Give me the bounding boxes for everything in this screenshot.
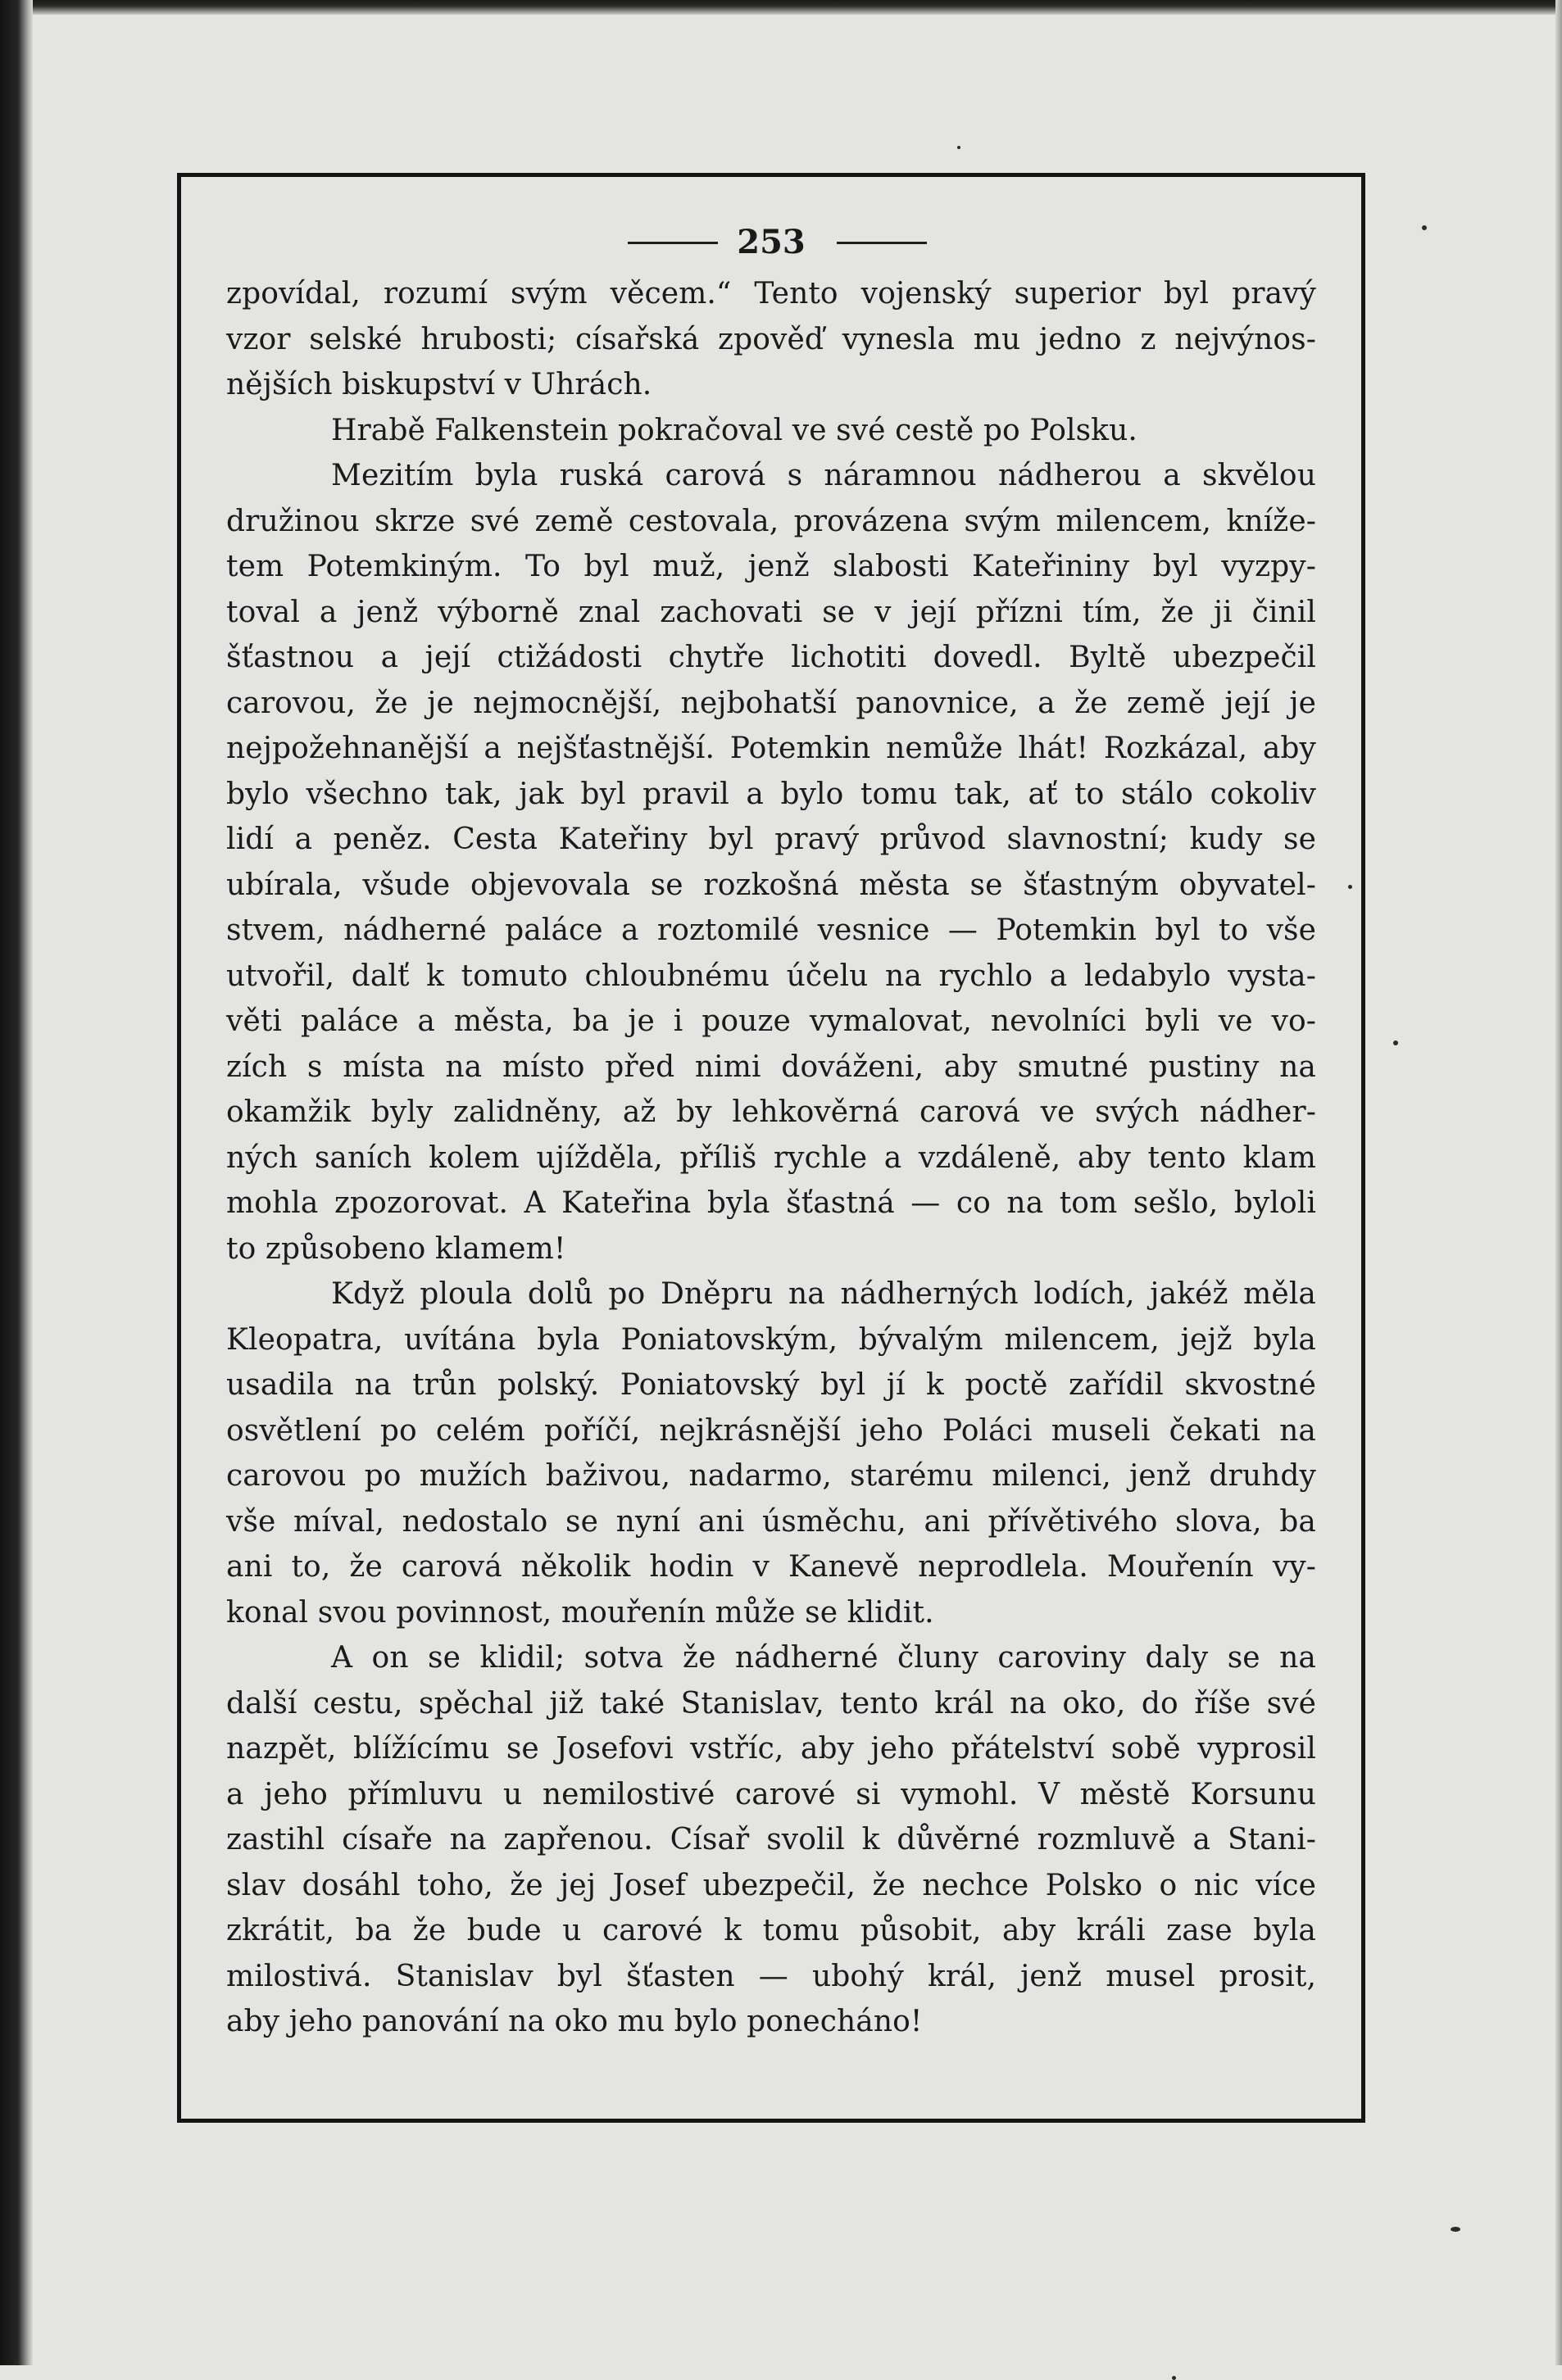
scan-speck	[1451, 2227, 1460, 2232]
page-frame	[177, 173, 1365, 2123]
text-line: stvem, nádherné paláce a roztomilé vesnice — Potemkin byl to vše	[226, 913, 1316, 947]
text-line: milostivá. Stanislav byl šťasten — ubohý král, jenž musel prosit,	[226, 1959, 1316, 1993]
text-line: zpovídal, rozumí svým věcem.“ Tento vojenský superior byl pravý	[226, 277, 1316, 311]
text-line: Kleopatra, uvítána byla Poniatovským, bývalým milencem, jejž byla	[226, 1322, 1316, 1357]
text-line: mohla zpozorovat. A Kateřina byla šťastná — co na tom sešlo, byloli	[226, 1186, 1316, 1220]
text-line: Hrabě Falkenstein pokračoval ve své cestě po Polsku.	[331, 413, 1137, 447]
text-line: ani to, že carová několik hodin v Kanevě neprodlela. Mouřenín vy-	[226, 1550, 1316, 1584]
text-line: toval a jenž výborně znal zachovati se v její přízni tím, že ji činil	[226, 595, 1316, 629]
text-line: aby jeho panování na oko mu bylo ponecháno!	[226, 2005, 923, 2038]
text-line: konal svou povinnost, mouřenín může se klidit.	[226, 1595, 934, 1630]
scan-edge-left	[0, 0, 33, 2365]
text-line: usadila na trůn polský. Poniatovský byl jí k poctě zařídil skvostné	[226, 1368, 1316, 1402]
text-line: Mezitím byla ruská carová s náramnou nádherou a skvělou	[331, 459, 1316, 492]
text-line: lidí a peněz. Cesta Kateřiny byl pravý průvod slavnostní; kudy se	[226, 823, 1316, 856]
text-line: zastihl císaře na zapřenou. Císař svolil k důvěrné rozmluvě a Stani-	[226, 1823, 1316, 1856]
text-line: carovou po mužích baživou, nadarmo, starému milenci, jenž druhdy	[226, 1459, 1316, 1493]
text-line: slav dosáhl toho, že jej Josef ubezpečil, že nechce Polsko o nic více	[226, 1868, 1316, 1902]
text-line: nejpožehnanější a nejšťastnější. Potemkin nemůže lhát! Rozkázal, aby	[226, 732, 1316, 765]
text-line: ných saních kolem ujížděla, příliš rychle a vzdáleně, aby tento klam	[226, 1140, 1316, 1175]
scan-speck	[1422, 225, 1427, 230]
paragraph	[226, 1635, 1316, 2045]
text-line: A on se klidil; sotva že nádherné čluny caroviny daly se na	[331, 1641, 1316, 1675]
text-line: vše míval, nedostalo se nyní ani úsměchu, ani přívětivého slova, ba	[226, 1504, 1316, 1539]
text-line: šťastnou a její ctižádosti chytře lichotiti dovedl. Byltě ubezpečil	[226, 641, 1316, 674]
text-line: zích s místa na místo před nimi dováženi, aby smutné pustiny na	[226, 1049, 1316, 1084]
text-line: bylo všechno tak, jak byl pravil a bylo tomu tak, ať to stálo cokoliv	[226, 777, 1316, 811]
scan-speck	[957, 146, 960, 149]
text-line: a jeho přímluvu u nemilostivé carové si vymohl. V městě Korsunu	[226, 1777, 1316, 1811]
text-line: vzor selské hrubosti; císařská zpověď vynesla mu jedno z nejvýnos-	[226, 322, 1316, 356]
text-line: další cestu, spěchal již také Stanislav, tento král na oko, do říše své	[226, 1686, 1316, 1720]
paragraph	[226, 453, 1316, 1272]
scan-speck	[1393, 1040, 1398, 1045]
text-line: carovou, že je nejmocnější, nejbohatší panovnice, a že země její je	[226, 686, 1316, 720]
paragraph	[226, 271, 1316, 408]
scan-speck	[1172, 2376, 1176, 2380]
scan-edge-top	[0, 0, 1562, 15]
text-line: osvětlení po celém poříčí, nejkrásnější jeho Poláci museli čekati na	[226, 1413, 1316, 1448]
text-line: zkrátit, ba že bude u carové k tomu působit, aby králi zase byla	[226, 1914, 1316, 1947]
text-line: utvořil, dalť k tomuto chloubnému účelu na rychlo a ledabylo vysta-	[226, 959, 1316, 993]
header-rule-right	[837, 242, 927, 244]
text-line: tem Potemkiným. To byl muž, jenž slabosti Kateřininy byl vyzpy-	[226, 550, 1316, 583]
text-line: Když ploula dolů po Dněpru na nádherných lodích, jakéž měla	[331, 1277, 1316, 1311]
text-line: družinou skrze své země cestovala, provázena svým milencem, kníže-	[226, 504, 1316, 538]
page-header	[181, 222, 1361, 263]
page-number: 253	[737, 223, 806, 261]
text-line: věti paláce a města, ba je i pouze vymalovat, nevolníci byli ve vo-	[226, 1004, 1316, 1038]
text-line: to způsobeno klamem!	[226, 1231, 566, 1266]
text-line: okamžik byly zalidněny, až by lehkověrná carová ve svých nádher-	[226, 1095, 1316, 1129]
body-text	[226, 271, 1316, 2045]
scan-edge-right	[1555, 0, 1562, 2365]
paragraph	[226, 1272, 1316, 1635]
paragraph	[226, 408, 1316, 454]
text-line: nějších biskupství v Uhrách.	[226, 368, 652, 401]
text-line: nazpět, blížícímu se Josefovi vstříc, aby jeho přátelství sobě vyprosil	[226, 1732, 1316, 1766]
text-line: ubírala, všude objevovala se rozkošná města se šťastným obyvatel-	[226, 868, 1316, 902]
